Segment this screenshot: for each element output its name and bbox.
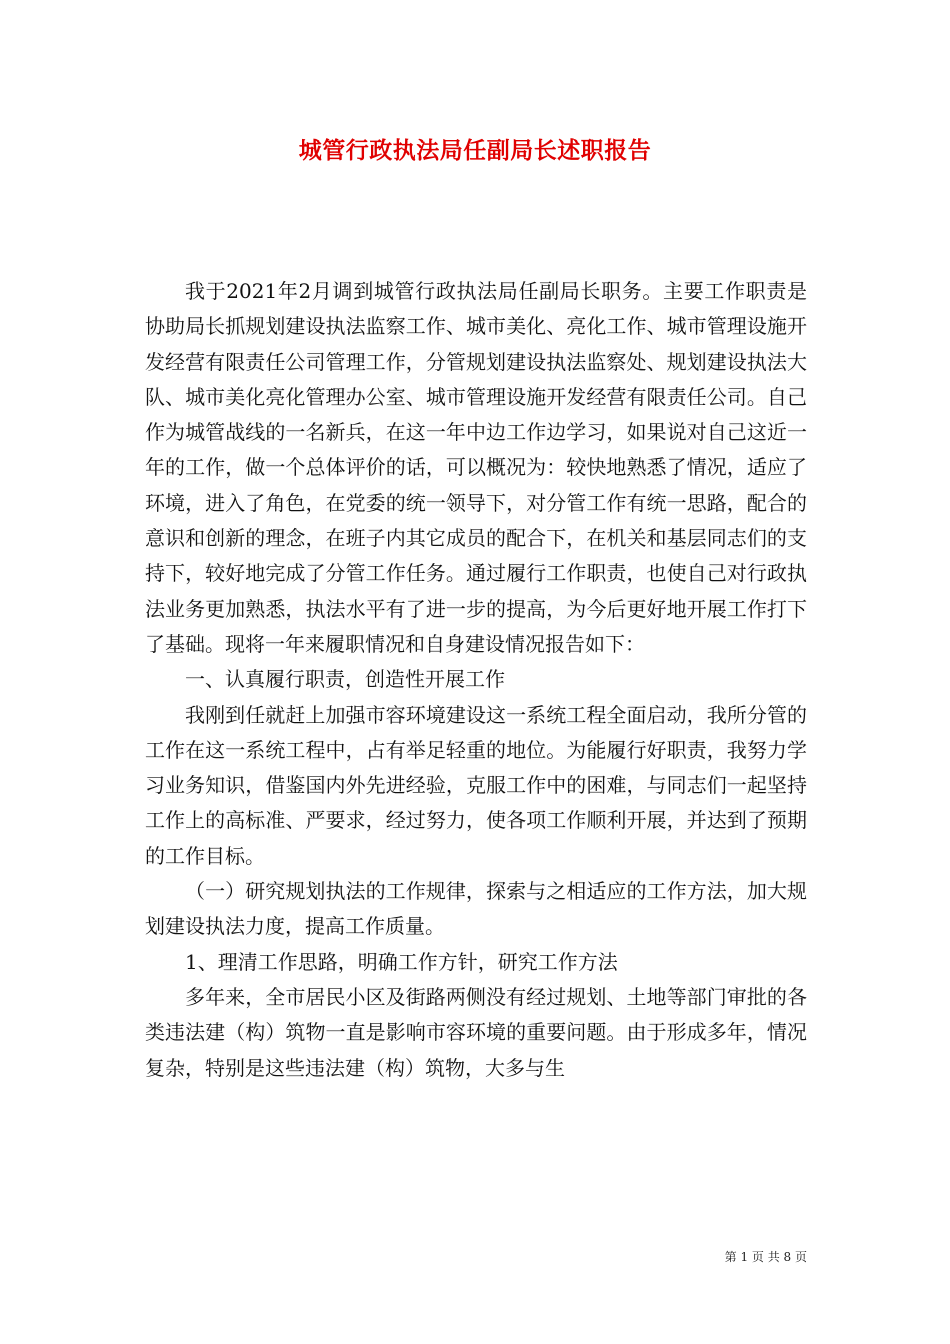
page-number-footer: 第 1 页 共 8 页 [724, 1250, 807, 1264]
paragraph-item-1: 多年来，全市居民小区及街路两侧没有经过规划、土地等部门审批的各类违法建（构）筑物一直是影响市容环境的重要问题。由于形成多年，情况复杂，特别是这些违法建（构）筑物，大多与生 [145, 984, 807, 1080]
paragraph-intro: 我于2021年2月调到城管行政执法局任副局长职务。主要工作职责是协助局长抓规划建设执法监察工作、城市美化、亮化工作、城市管理设施开发经营有限责任公司管理工作，分管规划建设执法监察处、规划建设执法大队、城市美化亮化管理办公室、城市管理设施开发经营有限责任公司。自己作为城管战线的一名新兵，在这一年中边工作边学习，如果说对自己这近一年的工作，做一个总体评价的话，可以概况为：较快地熟悉了情况，适应了环境，进入了角色，在党委的统一领导下，对分管工作有统一思路，配合的意识和创新的理念，在班子内其它成员的配合下，在机关和基层同志们的支持下，较好地完成了分管工作任务。通过履行工作职责，也使自己对行政执法业务更加熟悉，执法水平有了进一步的提高，为今后更好地开展工作打下了基础。现将一年来履职情况和自身建设情况报告如下： [145, 279, 807, 656]
item-heading-1: 1、理清工作思路，明确工作方针，研究工作方法 [185, 949, 618, 974]
paragraph-section-1: 我刚到任就赶上加强市容环境建设这一系统工程全面启动，我所分管的工作在这一系统工程中，占有举足轻重的地位。为能履行好职责，我努力学习业务知识，借鉴国内外先进经验，克服工作中的困难，与同志们一起坚持工作上的高标准、严要求，经过努力，使各项工作顺利开展，并达到了预期的工作目标。 [145, 702, 807, 868]
document-body [145, 274, 807, 1086]
subsection-heading-1: （一）研究规划执法的工作规律，探索与之相适应的工作方法，加大规划建设执法力度，提高工作质量。 [145, 879, 807, 939]
document-title: 城管行政执法局任副局长述职报告 [298, 137, 652, 164]
section-heading-1: 一、认真履行职责，创造性开展工作 [185, 667, 505, 692]
